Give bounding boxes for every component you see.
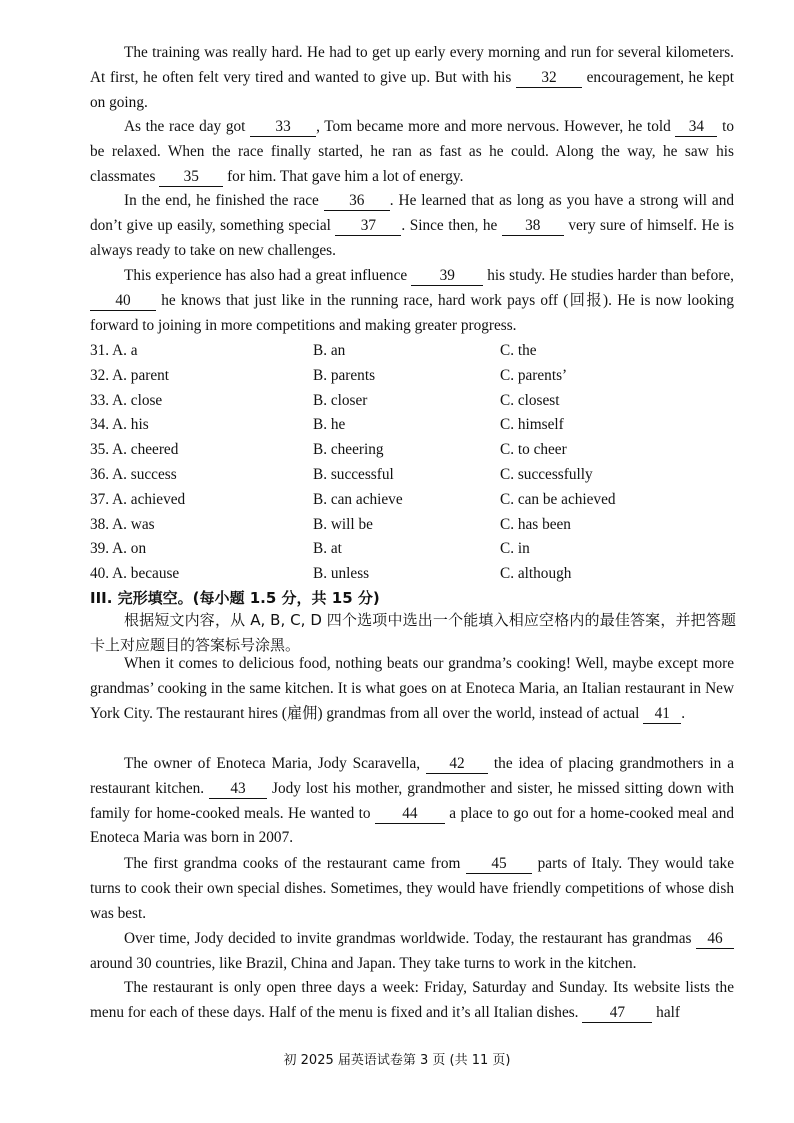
option-b: B. will be <box>313 515 373 533</box>
blank-35: 35 <box>159 168 223 187</box>
blank-33: 33 <box>250 118 316 137</box>
answer-options <box>90 339 750 587</box>
blank-38: 38 <box>502 217 564 236</box>
option-row <box>90 537 750 562</box>
option-b: B. he <box>313 416 346 434</box>
option-c: C. has been <box>500 515 571 533</box>
option-row <box>90 413 750 438</box>
page-footer: 初 2025 届英语试卷第 3 页 (共 11 页) <box>283 1053 511 1068</box>
option-b: B. can achieve <box>313 490 403 508</box>
blank-34: 34 <box>675 118 717 137</box>
option-row <box>90 463 750 488</box>
passage1-paragraph-3: In the end, he finished the race 36 . He learned that as long as you have a strong will and don’t give up easily, something special 37 . Since then, he 38 very sure of himself. He is always ready to take on new challenges. <box>90 192 735 259</box>
option-row <box>90 513 750 538</box>
passage2-paragraph-5: The restaurant is only open three days a week: Friday, Saturday and Sunday. Its website lists the menu for each of these days. Half of the menu is fixed and it’s all Italian dishes. 47 half <box>90 979 734 1021</box>
blank-44: 44 <box>375 805 445 824</box>
option-a: 35. A. cheered <box>90 441 179 459</box>
passage1-paragraph-1: The training was really hard. He had to get up early every morning and run for several kilometers. At first, he often felt very tired and wanted to give up. But with his 32 encouragement, he kept on going. <box>90 44 734 111</box>
blank-46: 46 <box>696 930 734 949</box>
passage1-paragraph-2: As the race day got 33 , Tom became more and more nervous. However, he told 34 to be relaxed. When the race finally started, he ran as fast as he could. Along the way, he saw his classmates 35 for him. That gave him a lot of energy. <box>90 118 734 185</box>
option-b: B. successful <box>313 465 394 483</box>
blank-36: 36 <box>324 192 390 211</box>
blank-41: 41 <box>643 705 681 724</box>
option-a: 36. A. success <box>90 465 177 483</box>
option-c: C. successfully <box>500 465 593 483</box>
passage1-paragraph-4: This experience has also had a great influence 39 his study. He studies harder than before, 40 he knows that just like in the running race, hard work pays off (回报). He is now looking forward to joining in more competitions and making greater progress. <box>90 267 735 334</box>
option-a: 34. A. his <box>90 416 149 434</box>
option-a: 39. A. on <box>90 540 147 558</box>
option-c: C. although <box>500 565 572 583</box>
option-c: C. himself <box>500 416 564 434</box>
option-row <box>90 389 750 414</box>
option-row <box>90 562 750 587</box>
option-a: 40. A. because <box>90 565 180 583</box>
option-b: B. unless <box>313 565 370 583</box>
option-a: 31. A. a <box>90 342 138 359</box>
blank-42: 42 <box>426 755 488 774</box>
option-a: 32. A. parent <box>90 366 170 384</box>
blank-43: 43 <box>209 780 267 799</box>
section-title: III. 完形填空。(每小题 1.5 分，共 15 分) <box>90 589 380 607</box>
option-row <box>90 488 750 513</box>
passage2-paragraph-4: Over time, Jody decided to invite grandmas worldwide. Today, the restaurant has grandmas 46 around 30 countries, like Brazil, China and Japan. They take turns to work in the kitchen. <box>90 927 734 977</box>
option-row <box>90 438 750 463</box>
option-b: B. an <box>313 342 346 359</box>
option-c: C. the <box>500 342 537 359</box>
option-c: C. parents’ <box>500 366 568 384</box>
blank-39: 39 <box>411 267 483 286</box>
blank-37: 37 <box>335 217 401 236</box>
blank-40: 40 <box>90 292 156 311</box>
option-c: C. to cheer <box>500 441 567 459</box>
option-c: C. in <box>500 540 530 558</box>
passage2-paragraph-3: The first grandma cooks of the restaurant came from 45 parts of Italy. They would take turns to cook their own special dishes. Sometimes, they would have friendly competitions of whose dish was best. <box>90 855 734 922</box>
option-row <box>90 364 750 389</box>
passage2-paragraph-2: The owner of Enoteca Maria, Jody Scaravella, 42 the idea of placing grandmothers in a restaurant kitchen. 43 Jody lost his mother, grandmother and sister, he missed sitting down with family for home-cooked meals. He wanted to 44 a place to go out for a home-cooked meal and Enoteca Maria was born in 2007. <box>90 755 735 847</box>
blank-47: 47 <box>582 1004 652 1023</box>
option-a: 37. A. achieved <box>90 490 186 508</box>
option-b: B. parents <box>313 366 376 384</box>
option-c: C. closest <box>500 391 560 409</box>
passage2-paragraph-1: When it comes to delicious food, nothing beats our grandma’s cooking! Well, maybe except more grandmas’ cooking in the same kitchen. It is what goes on at Enoteca Maria, an Italian restaurant in New York City. The restaurant hires (雇佣) grandmas from all over the world, instead of actual 41 . <box>90 655 734 722</box>
option-b: B. at <box>313 540 342 558</box>
option-a: 38. A. was <box>90 515 155 533</box>
option-b: B. closer <box>313 391 368 409</box>
option-b: B. cheering <box>313 441 384 459</box>
option-c: C. can be achieved <box>500 490 616 508</box>
blank-32: 32 <box>516 69 582 88</box>
blank-45: 45 <box>466 855 532 874</box>
section-instructions: 根据短文内容，从 A, B, C, D 四个选项中选出一个能填入相应空格内的最佳答案，并把答题卡上对应题目的答案标号涂黑。 <box>90 611 736 654</box>
option-a: 33. A. close <box>90 391 163 409</box>
option-row <box>90 339 750 364</box>
